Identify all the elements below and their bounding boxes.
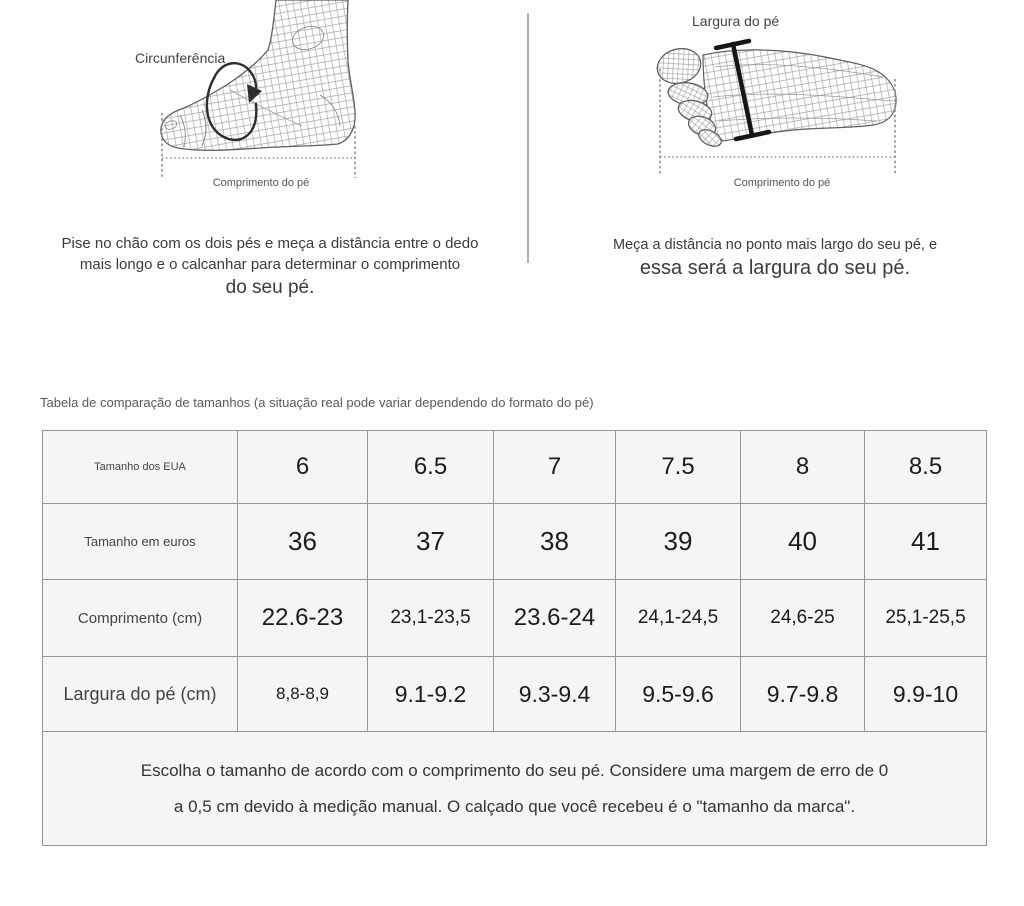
us-size-value: 6 [238, 431, 368, 504]
length-value: 24,6-25 [741, 580, 865, 657]
length-value: 25,1-25,5 [865, 580, 987, 657]
length-instruction [50, 233, 490, 301]
us-size-value: 7.5 [616, 431, 741, 504]
length-value: 22.6-23 [238, 580, 368, 657]
width-value: 8,8-8,9 [238, 657, 368, 732]
circumference-label: Circunferência [135, 50, 226, 66]
eu-size-value: 40 [741, 504, 865, 580]
row-label: Largura do pé (cm) [43, 657, 238, 732]
size-note-line: a 0,5 cm devido à medição manual. O calçado que você recebeu é o "tamanho da marca". [173, 796, 856, 816]
eu-size-value: 39 [616, 504, 741, 580]
us-size-value: 8.5 [865, 431, 987, 504]
eu-size-value: 37 [368, 504, 494, 580]
width-value: 9.3-9.4 [494, 657, 616, 732]
section-divider [527, 13, 529, 263]
width-value: 9.9-10 [865, 657, 987, 732]
row-label: Tamanho em euros [43, 504, 238, 580]
width-value: 9.7-9.8 [741, 657, 865, 732]
foot-width-label: Largura do pé [692, 13, 780, 29]
length-value: 23,1-23,5 [368, 580, 494, 657]
size-comparison-table [42, 430, 987, 846]
eu-size-value: 36 [238, 504, 368, 580]
eu-size-row [43, 504, 987, 580]
note-row [43, 732, 987, 846]
width-value: 9.5-9.6 [616, 657, 741, 732]
length-instruction-line: do seu pé. [225, 277, 315, 298]
width-instruction-line: Meça a distância no ponto mais largo do seu pé, e [612, 237, 938, 253]
size-table-title: Tabela de comparação de tamanhos (a situação real pode variar dependendo do formato do pé) [40, 395, 594, 410]
eu-size-value: 38 [494, 504, 616, 580]
length-row [43, 580, 987, 657]
us-size-row [43, 431, 987, 504]
us-size-value: 8 [741, 431, 865, 504]
size-note-line: Escolha o tamanho de acordo com o comprimento do seu pé. Considere uma margem de erro de 0 [140, 760, 889, 780]
width-value: 9.1-9.2 [368, 657, 494, 732]
size-note [43, 732, 987, 846]
length-value: 23.6-24 [494, 580, 616, 657]
eu-size-value: 41 [865, 504, 987, 580]
foot-length-caption-left: Comprimento do pé [212, 177, 310, 189]
length-instruction-line: Pise no chão com os dois pés e meça a distância entre o dedo [61, 235, 479, 252]
us-size-value: 6.5 [368, 431, 494, 504]
width-instruction-line: essa será a largura do seu pé. [639, 257, 911, 279]
width-row [43, 657, 987, 732]
foot-top-view-image [645, 5, 905, 178]
us-size-value: 7 [494, 431, 616, 504]
row-label: Tamanho dos EUA [43, 431, 238, 504]
foot-length-caption-right: Comprimento do pé [733, 177, 831, 189]
width-instruction [565, 235, 985, 282]
foot-side-view-image [150, 0, 370, 178]
length-instruction-line: mais longo e o calcanhar para determinar o comprimento [79, 256, 461, 273]
length-value: 24,1-24,5 [616, 580, 741, 657]
row-label: Comprimento (cm) [43, 580, 238, 657]
